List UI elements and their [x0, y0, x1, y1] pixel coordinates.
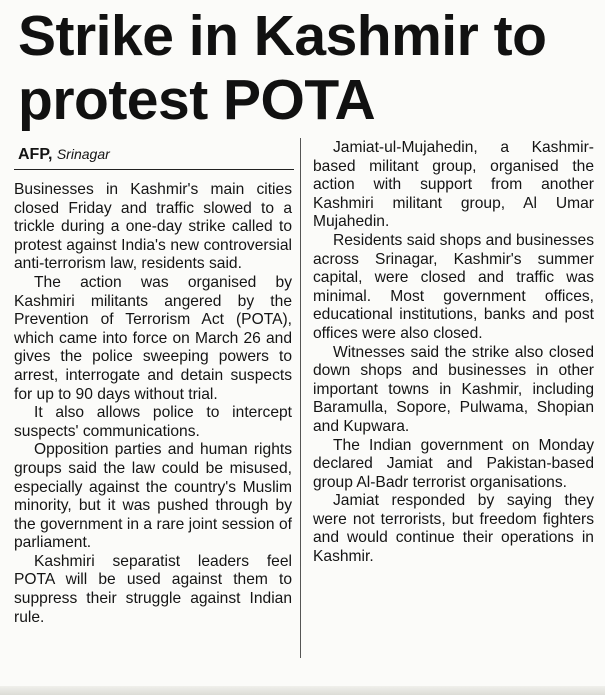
- paragraph: Kashmiri separatist leaders feel POTA will be used against them to suppress their struggle against Indian rule.: [14, 552, 292, 626]
- byline-dateline: Srinagar: [56, 146, 110, 162]
- byline-agency: AFP,: [18, 146, 53, 163]
- column-divider: [300, 138, 301, 658]
- article-column-right: [313, 139, 594, 567]
- paragraph: Businesses in Kashmir's main cities closed Friday and traffic slowed to a trickle during a one-day strike called to protest against India's new controversial anti-terrorism law, residents said.: [14, 181, 292, 273]
- paragraph: Opposition parties and human rights groups said the law could be misused, especially against the country's Muslim minority, but it was pushed through by the government in a rare joint session of parliament.: [14, 441, 292, 552]
- paragraph: Witnesses said the strike also closed down shops and businesses in other important towns in Kashmir, including Baramulla, Sopore, Pulwama, Shopian and Kupwara.: [313, 343, 594, 435]
- paragraph: It also allows police to intercept suspects' communications.: [14, 404, 292, 440]
- headline: Strike in Kashmir to protest POTA: [18, 4, 547, 132]
- byline-rule: [14, 169, 294, 170]
- paragraph: Jamiat-ul-Mujahedin, a Kashmir-based militant group, organised the action with support from another Kashmiri militant group, Al Umar Mujahedin.: [313, 139, 594, 231]
- paragraph: Residents said shops and businesses across Srinagar, Kashmir's summer capital, were closed and traffic was minimal. Most government offices, educational institutions, banks and post offices were also closed.: [313, 231, 594, 342]
- article-column-left: [14, 181, 292, 627]
- paragraph: Jamiat responded by saying they were not terrorists, but freedom fighters and would continue their operations in Kashmir.: [313, 492, 594, 566]
- byline: [18, 144, 110, 165]
- paragraph: The action was organised by Kashmiri militants angered by the Prevention of Terrorism Act (POTA), which came into force on March 26 and gives the police sweeping powers to arrest, interrogate and detain suspects for up to 90 days without trial.: [14, 273, 292, 403]
- page-edge: [0, 686, 605, 695]
- paragraph: The Indian government on Monday declared Jamiat and Pakistan-based group Al-Badr terrorist organisations.: [313, 436, 594, 491]
